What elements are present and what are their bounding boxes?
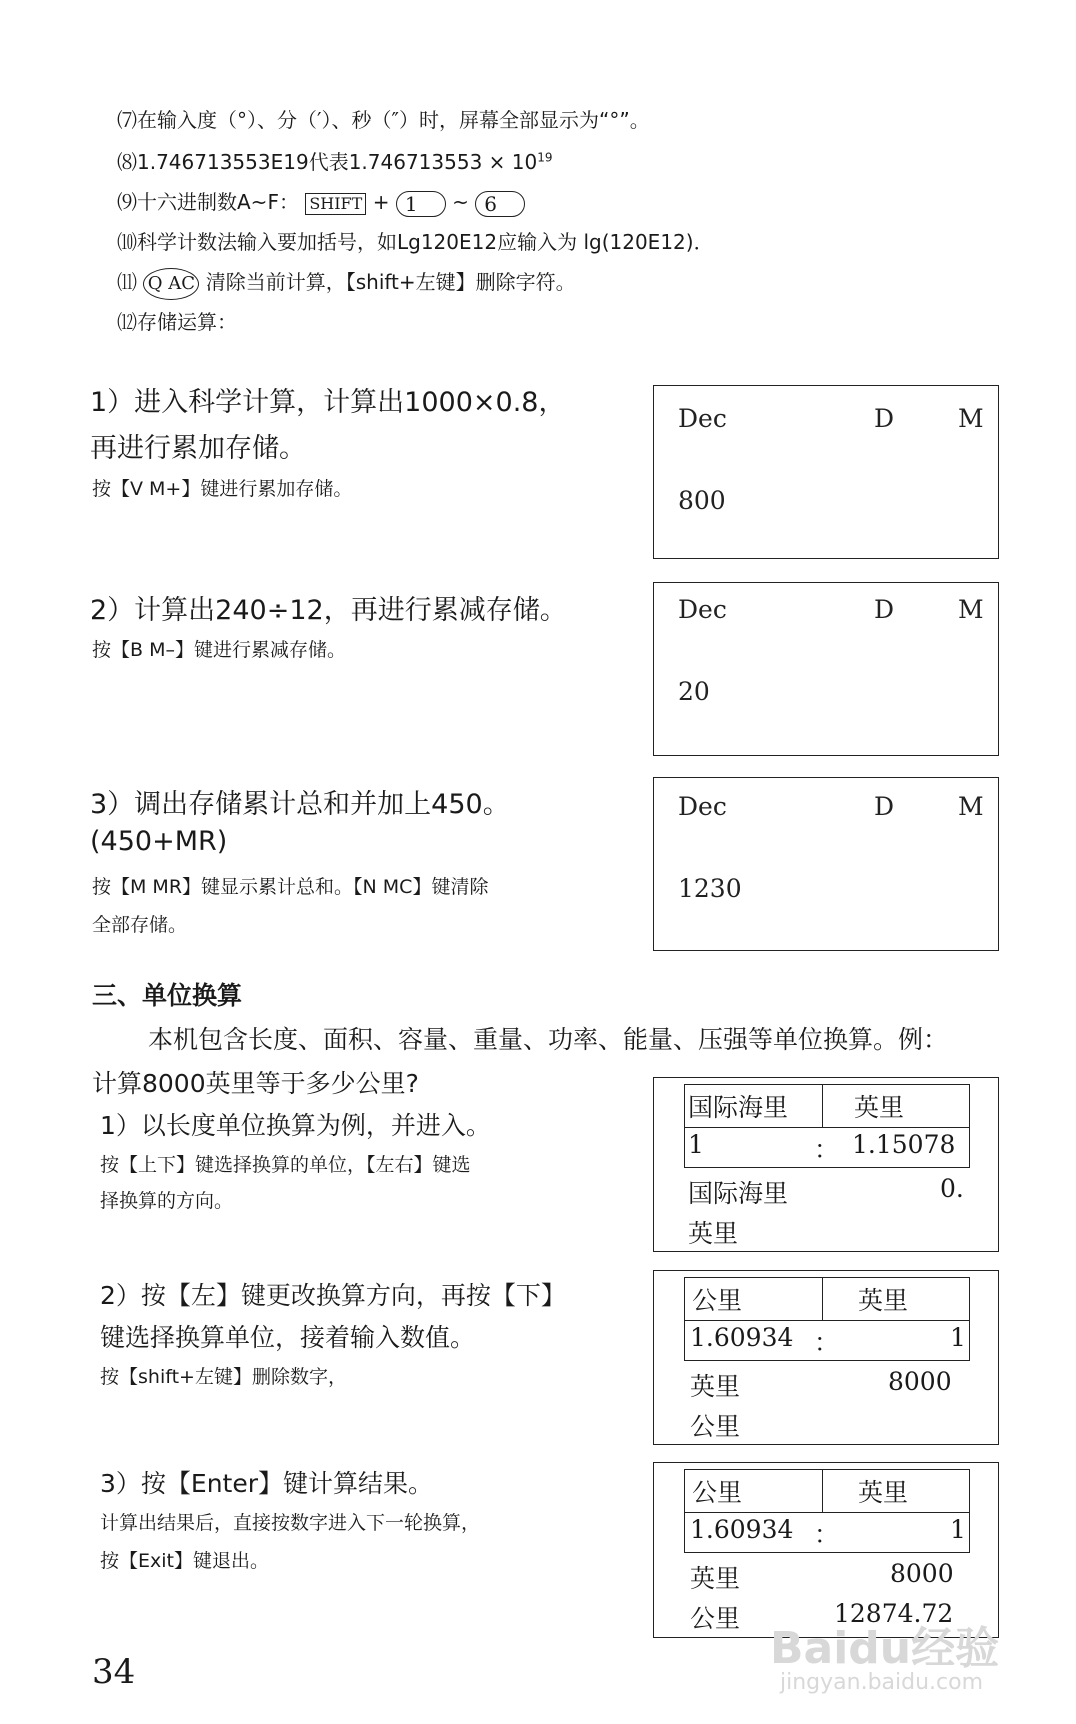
page-number: 34 bbox=[92, 1652, 136, 1692]
note-8-text: ⑻1.746713553E19代表1.746713553 × 10 bbox=[117, 150, 538, 174]
screen-d-indicator: D bbox=[874, 792, 895, 821]
memory-step-3-title: 3）调出存储累计总和并加上450。 bbox=[90, 789, 510, 820]
line1-label: 英里 bbox=[690, 1564, 741, 1593]
section-intro-line2: 计算8000英里等于多少公里? bbox=[92, 1069, 419, 1098]
conv-step-2-hint: 按【shift+左键】删除数字， bbox=[100, 1366, 347, 1388]
line1-value: 8000 bbox=[888, 1367, 952, 1396]
screen-m-indicator: M bbox=[958, 595, 984, 624]
memory-step-2-title: 2）计算出240÷12，再进行累减存储。 bbox=[90, 595, 567, 626]
conv-step-3-hint-line2: 按【Exit】键退出。 bbox=[100, 1550, 269, 1572]
unit-to-header: 英里 bbox=[854, 1093, 905, 1122]
screen-m-indicator: M bbox=[958, 792, 984, 821]
conv-step-3-hint: 计算出结果后，直接按数字进入下一轮换算， bbox=[100, 1512, 481, 1534]
section-intro: 本机包含长度、面积、容量、重量、功率、能量、压强等单位换算。例： bbox=[148, 1025, 949, 1054]
ratio-right: 1.15078 bbox=[852, 1130, 956, 1159]
memory-step-1-title: 1）进入科学计算，计算出1000×0.8， bbox=[90, 387, 566, 418]
note-11 bbox=[117, 266, 576, 300]
baidu-watermark-url: jingyan.baidu.com bbox=[780, 1670, 984, 1695]
line2-value: 12874.72 bbox=[834, 1599, 954, 1628]
conv-step-2-title: 2）按【左】键更改换算方向，再按【下】 bbox=[100, 1281, 566, 1310]
screen-d-indicator: D bbox=[874, 404, 895, 433]
unit-to-header: 英里 bbox=[858, 1478, 909, 1507]
note-8-exponent: 19 bbox=[537, 150, 553, 165]
note-9-text: ⑼十六进制数A~F： bbox=[117, 190, 299, 214]
line1-value: 0. bbox=[940, 1174, 964, 1203]
line1-value: 8000 bbox=[890, 1559, 954, 1588]
calc-screen-3 bbox=[653, 777, 999, 951]
shift-key: SHIFT bbox=[305, 193, 366, 215]
screen-mode: Dec bbox=[678, 404, 727, 433]
ratio-left: 1 bbox=[688, 1130, 704, 1159]
ratio-left: 1.60934 bbox=[690, 1323, 794, 1352]
note-10: ⑽科学计数法输入要加括号，如Lg120E12应输入为 lg(120E12)． bbox=[117, 230, 714, 254]
header-divider bbox=[822, 1084, 823, 1128]
memory-step-3-hint: 按【M MR】键显示累计总和。【N MC】键清除 bbox=[92, 876, 489, 898]
plus-sign: + bbox=[372, 190, 390, 214]
ratio-right: 1 bbox=[950, 1323, 966, 1352]
section-heading: 三、单位换算 bbox=[92, 981, 243, 1010]
conv-step-1-title: 1）以长度单位换算为例，并进入。 bbox=[100, 1111, 491, 1140]
conv-step-1-hint: 按【上下】键选择换算的单位，【左右】键选 bbox=[100, 1154, 471, 1176]
memory-step-3-title-line2: (450+MR) bbox=[90, 826, 228, 857]
ratio-left: 1.60934 bbox=[690, 1515, 794, 1544]
memory-step-3-hint-line2: 全部存储。 bbox=[92, 914, 188, 936]
memory-step-1-title-line2: 再进行累加存储。 bbox=[90, 433, 306, 464]
ratio-colon: ： bbox=[814, 1520, 840, 1549]
conv-step-3-title: 3）按【Enter】键计算结果。 bbox=[100, 1469, 434, 1498]
memory-step-2-hint: 按【B M–】键进行累减存储。 bbox=[92, 639, 346, 661]
screen-mode: Dec bbox=[678, 595, 727, 624]
header-divider bbox=[822, 1277, 823, 1321]
note-8 bbox=[117, 146, 553, 175]
calc-screen-1 bbox=[653, 385, 999, 559]
key-6: 6 bbox=[475, 191, 525, 217]
line2-label: 公里 bbox=[690, 1412, 741, 1441]
ratio-colon: ： bbox=[814, 1328, 840, 1357]
tilde-sign: ~ bbox=[452, 190, 469, 214]
line1-label: 英里 bbox=[690, 1372, 741, 1401]
screen-value: 800 bbox=[678, 486, 726, 515]
line1-label: 国际海里 bbox=[688, 1179, 789, 1208]
key-1: 1 bbox=[396, 191, 446, 217]
note-11-number: ⑾ bbox=[117, 270, 137, 294]
header-divider bbox=[822, 1469, 823, 1513]
screen-mode: Dec bbox=[678, 792, 727, 821]
screen-m-indicator: M bbox=[958, 404, 984, 433]
screen-value: 20 bbox=[678, 677, 710, 706]
conv-step-2-title-line2: 键选择换算单位，接着输入数值。 bbox=[100, 1323, 476, 1352]
conversion-screen-2 bbox=[653, 1270, 999, 1445]
q-ac-key: Q AC bbox=[143, 268, 199, 300]
line2-label: 英里 bbox=[688, 1219, 739, 1248]
unit-to-header: 英里 bbox=[858, 1286, 909, 1315]
ratio-right: 1 bbox=[950, 1515, 966, 1544]
ratio-colon: ： bbox=[814, 1135, 840, 1164]
conv-step-1-hint-line2: 择换算的方向。 bbox=[100, 1190, 234, 1212]
memory-step-1-hint: 按【V M+】键进行累加存储。 bbox=[92, 478, 353, 500]
unit-from-header: 公里 bbox=[692, 1478, 743, 1507]
note-12: ⑿存储运算： bbox=[117, 310, 237, 334]
screen-value: 1230 bbox=[678, 874, 742, 903]
note-9 bbox=[117, 186, 525, 217]
baidu-watermark-logo: Baidu经验 bbox=[770, 1623, 1000, 1674]
conversion-screen-1 bbox=[653, 1077, 999, 1252]
calc-screen-2 bbox=[653, 582, 999, 756]
unit-from-header: 公里 bbox=[692, 1286, 743, 1315]
line2-label: 公里 bbox=[690, 1604, 741, 1633]
note-11-text: 清除当前计算，【shift+左键】删除字符。 bbox=[205, 270, 576, 294]
screen-d-indicator: D bbox=[874, 595, 895, 624]
unit-from-header: 国际海里 bbox=[688, 1093, 789, 1122]
note-7: ⑺在输入度（°）、分（′）、秒（″）时，屏幕全部显示为“°”。 bbox=[117, 108, 650, 132]
